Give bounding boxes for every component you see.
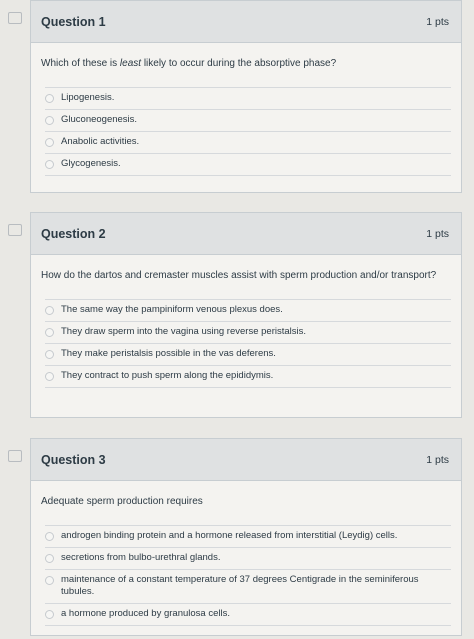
answer-option[interactable] bbox=[45, 525, 451, 547]
answer-list bbox=[45, 87, 451, 176]
question-points: 1 pts bbox=[426, 453, 449, 466]
radio-button-icon[interactable] bbox=[45, 306, 54, 315]
answer-option[interactable] bbox=[45, 109, 451, 131]
radio-button-icon[interactable] bbox=[45, 94, 54, 103]
question-title: Question 1 bbox=[41, 14, 106, 29]
answer-option[interactable] bbox=[45, 569, 451, 603]
answer-option[interactable] bbox=[45, 87, 451, 109]
radio-button-icon[interactable] bbox=[45, 532, 54, 541]
answer-option[interactable] bbox=[45, 299, 451, 321]
answer-list bbox=[45, 525, 451, 626]
answer-label: The same way the pampiniform venous plexus does. bbox=[61, 304, 283, 315]
question-title: Question 3 bbox=[41, 452, 106, 467]
answer-option[interactable] bbox=[45, 365, 451, 388]
question-3-card bbox=[30, 438, 462, 636]
radio-button-icon[interactable] bbox=[45, 160, 54, 169]
answer-label: They contract to push sperm along the epididymis. bbox=[61, 370, 274, 381]
radio-button-icon[interactable] bbox=[45, 138, 54, 147]
question-text: How do the dartos and cremaster muscles assist with sperm production and/or transport? bbox=[41, 270, 437, 281]
radio-button-icon[interactable] bbox=[45, 576, 54, 585]
question-2-card bbox=[30, 212, 462, 418]
answer-label: Lipogenesis. bbox=[61, 92, 115, 103]
answer-label: They make peristalsis possible in the vas deferens. bbox=[61, 348, 276, 359]
question-header bbox=[31, 439, 461, 481]
question-text: Adequate sperm production requires bbox=[41, 496, 203, 507]
flag-question-icon[interactable] bbox=[8, 450, 22, 462]
radio-button-icon[interactable] bbox=[45, 554, 54, 563]
answer-label: a hormone produced by granulosa cells. bbox=[61, 608, 230, 619]
answer-option[interactable] bbox=[45, 131, 451, 153]
question-points: 1 pts bbox=[426, 227, 449, 240]
radio-button-icon[interactable] bbox=[45, 610, 54, 619]
answer-label: Gluconeogenesis. bbox=[61, 114, 138, 125]
answer-option[interactable] bbox=[45, 153, 451, 176]
question-text: Which of these is least likely to occur during the absorptive phase? bbox=[41, 58, 337, 69]
question-header bbox=[31, 213, 461, 255]
flag-question-icon[interactable] bbox=[8, 224, 22, 236]
flag-question-icon[interactable] bbox=[8, 12, 22, 24]
answer-label: They draw sperm into the vagina using reverse peristalsis. bbox=[61, 326, 307, 337]
answer-label: Glycogenesis. bbox=[61, 158, 121, 169]
answer-label: maintenance of a constant temperature of 37 degrees Centigrade in the seminiferous tubules. bbox=[61, 574, 419, 597]
answer-option[interactable] bbox=[45, 547, 451, 569]
question-points: 1 pts bbox=[426, 15, 449, 28]
answer-label: Anabolic activities. bbox=[61, 136, 140, 147]
radio-button-icon[interactable] bbox=[45, 328, 54, 337]
answer-label: secretions from bulbo-urethral glands. bbox=[61, 552, 221, 563]
radio-button-icon[interactable] bbox=[45, 350, 54, 359]
question-1-card bbox=[30, 0, 462, 193]
question-title: Question 2 bbox=[41, 226, 106, 241]
answer-option[interactable] bbox=[45, 603, 451, 626]
radio-button-icon[interactable] bbox=[45, 116, 54, 125]
radio-button-icon[interactable] bbox=[45, 372, 54, 381]
answer-list bbox=[45, 299, 451, 388]
question-header bbox=[31, 1, 461, 43]
answer-option[interactable] bbox=[45, 343, 451, 365]
answer-label: androgen binding protein and a hormone released from interstitial (Leydig) cells. bbox=[61, 530, 398, 541]
answer-option[interactable] bbox=[45, 321, 451, 343]
